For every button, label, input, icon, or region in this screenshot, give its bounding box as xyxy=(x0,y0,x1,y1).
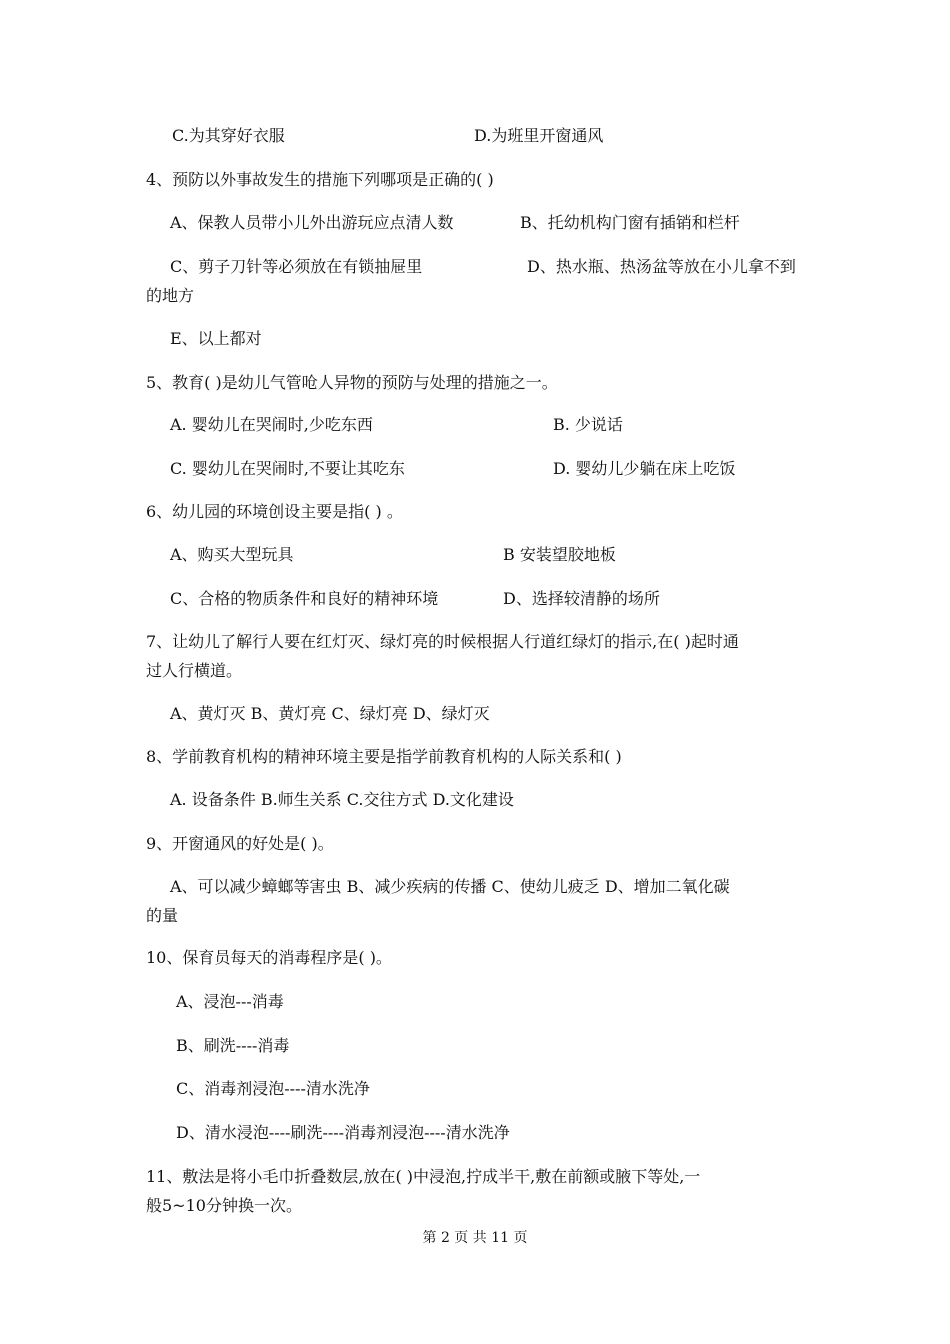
q4-option-d-continued: 的地方 xyxy=(146,286,195,305)
q4-option-e: E、以上都对 xyxy=(170,329,262,348)
q10-option-b: B、刷洗----消毒 xyxy=(176,1036,290,1055)
q8-stem: 8、学前教育机构的精神环境主要是指学前教育机构的人际关系和( ) xyxy=(146,747,622,766)
q6-option-b: B 安装望胶地板 xyxy=(503,545,616,564)
q6-option-c: C、合格的物质条件和良好的精神环境 xyxy=(170,589,439,608)
q4-option-c: C、剪子刀针等必须放在有锁抽屉里 xyxy=(170,257,423,276)
q8-options: A. 设备条件 B.师生关系 C.交往方式 D.文化建设 xyxy=(170,790,514,809)
q7-stem: 7、让幼儿了解行人要在红灯灭、绿灯亮的时候根据人行道红绿灯的指示,在( )起时通 xyxy=(146,632,739,651)
q6-option-a: A、购买大型玩具 xyxy=(170,545,294,564)
q9-stem: 9、开窗通风的好处是( )。 xyxy=(146,834,334,853)
q6-option-d: D、选择较清静的场所 xyxy=(503,589,660,608)
q5-option-a: A. 婴幼儿在哭闹时,少吃东西 xyxy=(170,415,373,434)
q11-stem: 11、敷法是将小毛巾折叠数层,放在( )中浸泡,拧成半干,敷在前额或腋下等处,一 xyxy=(146,1167,701,1186)
q10-option-d: D、清水浸泡----刷洗----消毒剂浸泡----清水洗净 xyxy=(176,1123,510,1142)
q5-option-c: C. 婴幼儿在哭闹时,不要让其吃东 xyxy=(170,459,405,478)
q5-option-b: B. 少说话 xyxy=(553,415,623,434)
q9-options: A、可以减少蟑螂等害虫 B、减少疾病的传播 C、使幼儿疲乏 D、增加二氧化碳 xyxy=(170,877,730,896)
q4-option-d: D、热水瓶、热汤盆等放在小儿拿不到 xyxy=(527,257,796,276)
q9-options-continued: 的量 xyxy=(146,906,179,925)
q11-stem-continued: 般5~10分钟换一次。 xyxy=(146,1196,302,1215)
q10-option-c: C、消毒剂浸泡----清水洗净 xyxy=(176,1079,370,1098)
q3-option-c: C.为其穿好衣服 xyxy=(172,126,285,145)
q4-stem: 4、预防以外事故发生的措施下列哪项是正确的( ) xyxy=(146,170,494,189)
q4-option-a: A、保教人员带小儿外出游玩应点清人数 xyxy=(170,213,454,232)
q7-stem-continued: 过人行横道。 xyxy=(146,661,243,680)
q7-options: A、黄灯灭 B、黄灯亮 C、绿灯亮 D、绿灯灭 xyxy=(170,704,490,723)
q5-stem: 5、教育( )是幼儿气管呛人异物的预防与处理的措施之一。 xyxy=(146,373,558,392)
q6-stem: 6、幼儿园的环境创设主要是指( ) 。 xyxy=(146,502,403,521)
q3-option-d: D.为班里开窗通风 xyxy=(474,126,604,145)
q4-option-b: B、托幼机构门窗有插销和栏杆 xyxy=(520,213,740,232)
page-number-footer: 第 2 页 共 11 页 xyxy=(422,1230,528,1246)
q5-option-d: D. 婴幼儿少躺在床上吃饭 xyxy=(553,459,736,478)
q10-option-a: A、浸泡---消毒 xyxy=(176,992,284,1011)
q10-stem: 10、保育员每天的消毒程序是( )。 xyxy=(146,948,392,967)
